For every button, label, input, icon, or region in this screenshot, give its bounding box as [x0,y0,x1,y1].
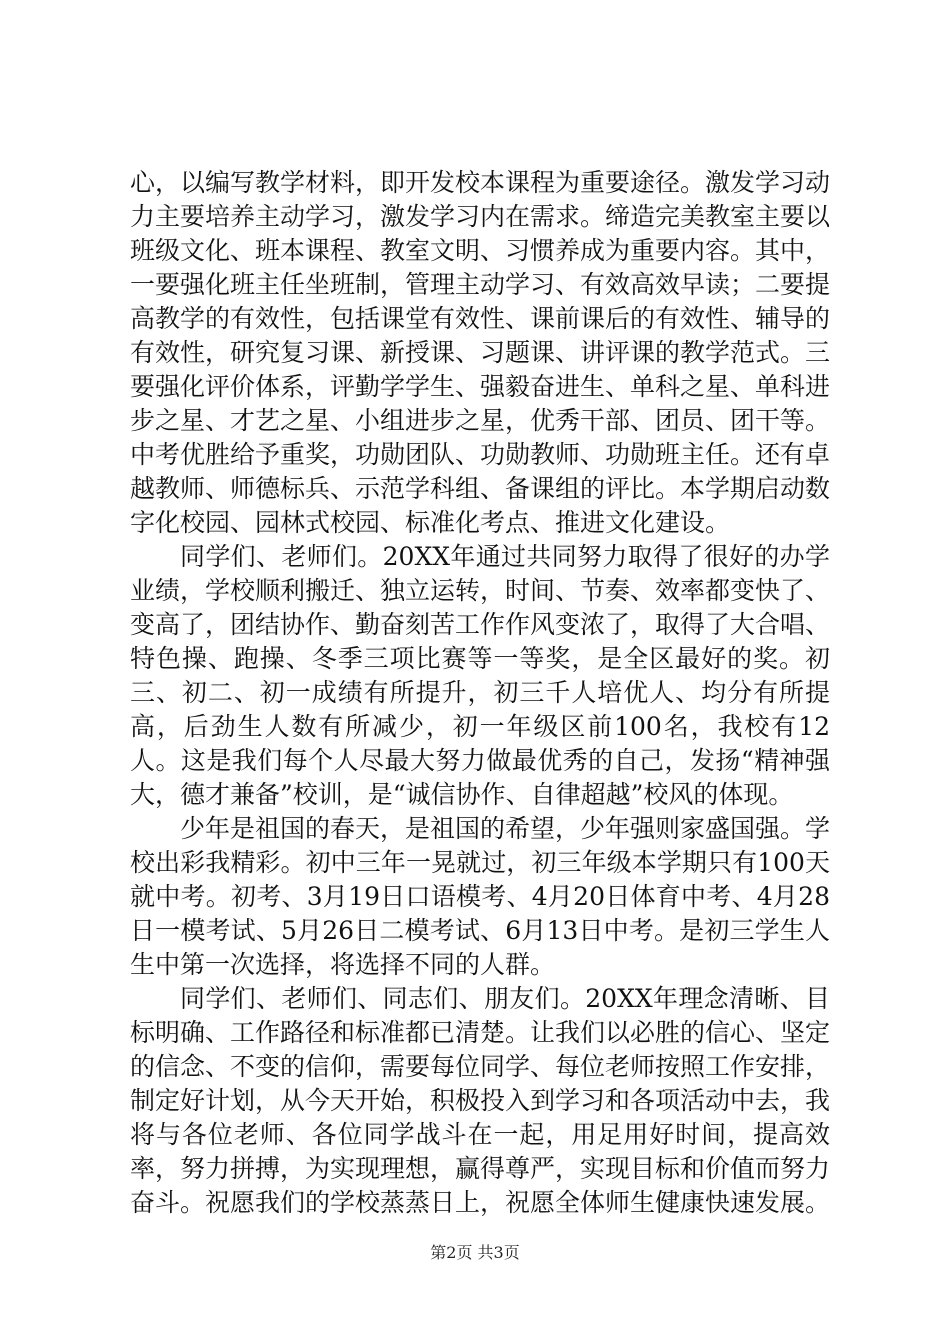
paragraph-achievements: 同学们、老师们。20XX年通过共同努力取得了很好的办学业绩，学校顺利搬迁、独立运转，时间、节奏、效率都变快了、变高了，团结协作、勤奋刻苦工作作风变浓了，取得了大合唱、特色操、跑操、冬季三项比赛等一等奖，是全区最好的奖。初三、初二、初一成绩有所提升，初三千人培优人、均分有所提高，后劲生人数有所减少，初一年级区前100名，我校有12人。这是我们每个人尽最大努力做最优秀的自己，发扬“精神强大，德才兼备”校训，是“诚信协作、自律超越”校风的体现。 [130,542,831,809]
paragraph-exam-schedule: 少年是祖国的春天，是祖国的希望，少年强则家盛国强。学校出彩我精彩。初中三年一晃就过，初三年级本学期只有100天就中考。初考、3月19日口语模考、4月20日体育中考、4月28日一模考试、5月26日二模考试、6月13日中考。是初三学生人生中第一次选择，将选择不同的人群。 [130,814,831,979]
document-body [130,166,830,1220]
paragraph-closing: 同学们、老师们、同志们、朋友们。20XX年理念清晰、目标明确、工作路径和标准都已清楚。让我们以必胜的信心、坚定的信念、不变的信仰，需要每位同学、每位老师按照工作安排，制定好计划，从今天开始，积极投入到学习和各项活动中去，我将与各位老师、各位同学战斗在一起，用足用好时间，提高效率，努力拼搏，为实现理想，赢得尊严，实现目标和价值而努力奋斗。祝愿我们的学校蒸蒸日上，祝愿全体师生健康快速发展。 [130,984,831,1217]
page-footer [0,1243,950,1263]
paragraph-continuation: 心，以编写教学材料，即开发校本课程为重要途径。激发学习动力主要培养主动学习，激发学习内在需求。缔造完美教室主要以班级文化、班本课程、教室文明、习惯养成为重要内容。其中，一要强化班主任坐班制，管理主动学习、有效高效早读；二要提高教学的有效性，包括课堂有效性、课前课后的有效性、辅导的有效性，研究复习课、新授课、习题课、讲评课的教学范式。三要强化评价体系，评勤学学生、强毅奋进生、单科之星、单科进步之星、才艺之星、小组进步之星，优秀干部、团员、团干等。中考优胜给予重奖，功勋团队、功勋教师、功勋班主任。还有卓越教师、师德标兵、示范学科组、备课组的评比。本学期启动数字化校园、园林式校园、标准化考点、推进文化建设。 [130,168,831,537]
page-number-label: 第2页 共3页 [430,1243,520,1262]
